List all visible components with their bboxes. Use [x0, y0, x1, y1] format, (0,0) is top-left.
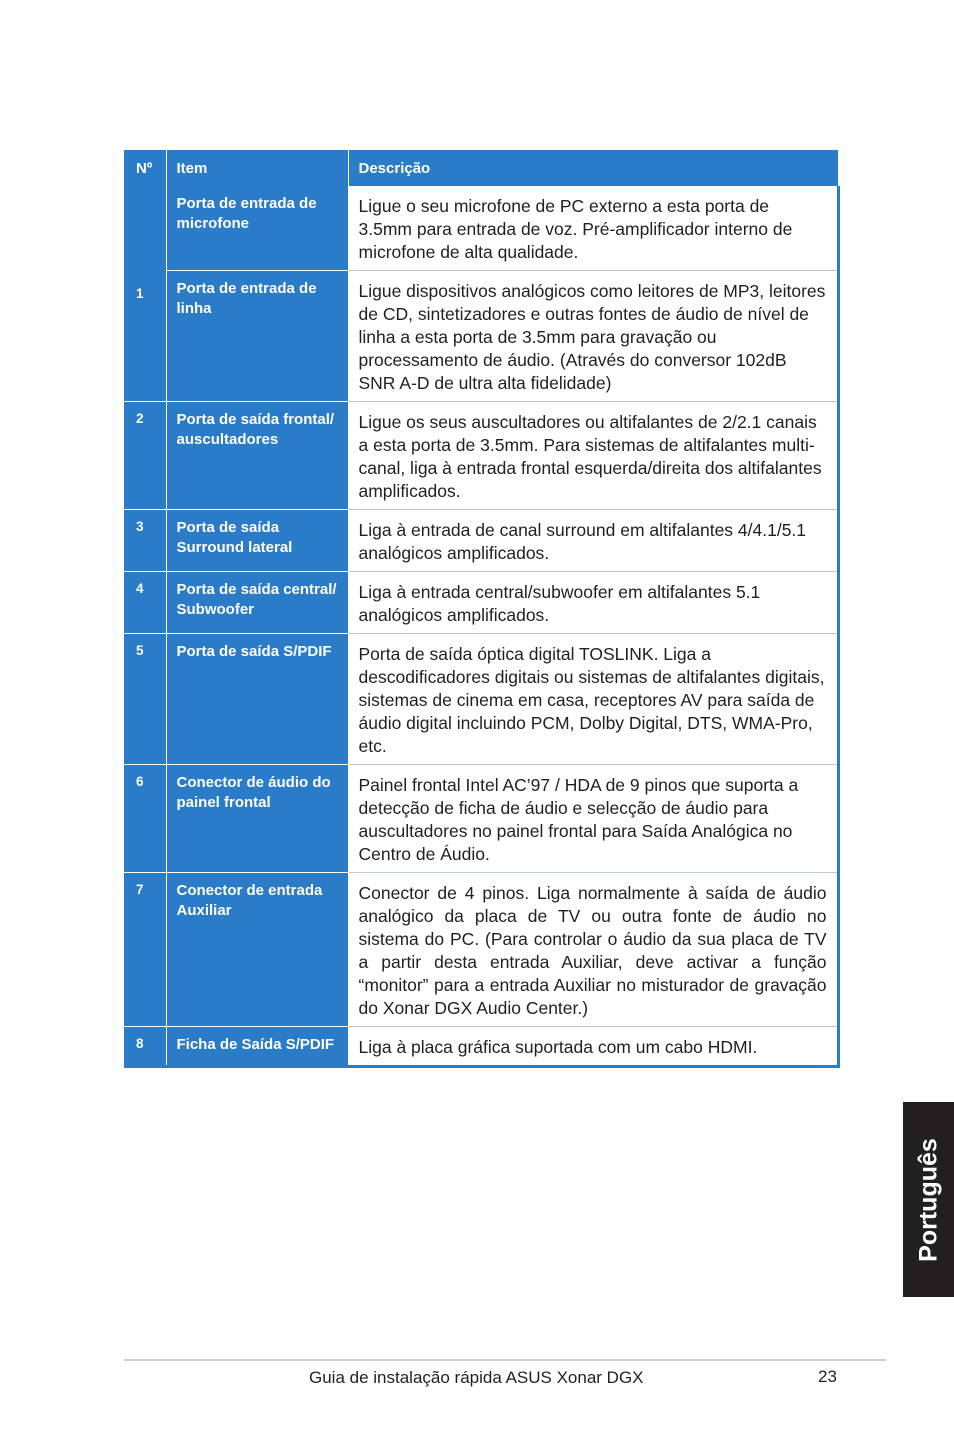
table-row [124, 510, 838, 572]
page-number: 23 [818, 1367, 837, 1386]
spec-table [124, 150, 840, 1068]
row-description: Porta de saída óptica digital TOSLINK. Liga a descodificadores digitais ou sistemas de altifalantes digitais, sistemas de cinema em casa, receptores AV para saída de áudio digital incluindo PCM, Dolby Digital, DTS, WMA-Pro, etc. [348, 634, 838, 765]
table-row [124, 873, 838, 1027]
row-number: 5 [124, 634, 166, 765]
row-item: Porta de saída central/ Subwoofer [166, 572, 348, 634]
table-row [124, 634, 838, 765]
row-number: 8 [124, 1027, 166, 1067]
row-item: Porta de saída Surround lateral [166, 510, 348, 572]
row-number: 6 [124, 765, 166, 873]
table-row [124, 402, 838, 510]
language-tab [903, 1102, 954, 1297]
row-number: 3 [124, 510, 166, 572]
table-row [124, 186, 838, 271]
row-description: Liga à entrada de canal surround em altifalantes 4/4.1/5.1 analógicos amplificados. [348, 510, 838, 572]
row-number: 4 [124, 572, 166, 634]
row-item: Porta de saída S/PDIF [166, 634, 348, 765]
row-description: Conector de 4 pinos. Liga normalmente à saída de áudio analógico da placa de TV ou outra fonte de áudio no sistema do PC. (Para controlar o áudio da sua placa de TV a partir desta entrada Auxiliar, deve activar a função “monitor” para a entrada Auxiliar no misturador de gravação do Xonar DGX Audio Center.) [348, 873, 838, 1027]
row-item: Porta de saída frontal/ auscultadores [166, 402, 348, 510]
row-description: Ligue os seus auscultadores ou altifalantes de 2/2.1 canais a esta porta de 3.5mm. Para sistemas de altifalantes multi-canal, liga à entrada frontal esquerda/direita dos altifalantes amplificados. [348, 402, 838, 510]
row-description: Ligue dispositivos analógicos como leitores de MP3, leitores de CD, sintetizadores e outras fontes de áudio de nível de linha a esta porta de 3.5mm para gravação ou processamento de áudio. (Através do conversor 102dB SNR A-D de ultra alta fidelidade) [348, 271, 838, 402]
row-description: Ligue o seu microfone de PC externo a esta porta de 3.5mm para entrada de voz. Pré-amplificador interno de microfone de alta qualidade. [348, 186, 838, 271]
row-item: Conector de áudio do painel frontal [166, 765, 348, 873]
row-description: Painel frontal Intel AC’97 / HDA de 9 pinos que suporta a detecção de ficha de áudio e selecção de áudio para auscultadores no painel frontal para Saída Analógica no Centro de Áudio. [348, 765, 838, 873]
language-tab-label: Português [914, 1137, 942, 1262]
header-item: Item [166, 150, 348, 186]
footer-divider [124, 1359, 886, 1361]
table-row [124, 765, 838, 873]
table-row [124, 271, 838, 402]
header-desc: Descrição [348, 150, 838, 186]
table-row [124, 1027, 838, 1067]
row-description: Liga à entrada central/subwoofer em altifalantes 5.1 analógicos amplificados. [348, 572, 838, 634]
row-item: Conector de entrada Auxiliar [166, 873, 348, 1027]
table-row [124, 572, 838, 634]
row-number: 1 [124, 186, 166, 402]
row-item: Ficha de Saída S/PDIF [166, 1027, 348, 1067]
header-num: Nº [124, 150, 166, 186]
row-number: 2 [124, 402, 166, 510]
row-item: Porta de entrada de linha [166, 271, 348, 402]
row-description: Liga à placa gráfica suportada com um cabo HDMI. [348, 1027, 838, 1067]
table-header-row [124, 150, 838, 186]
footer-title: Guia de instalação rápida ASUS Xonar DGX [309, 1368, 644, 1387]
row-item: Porta de entrada de microfone [166, 186, 348, 271]
row-number: 7 [124, 873, 166, 1027]
